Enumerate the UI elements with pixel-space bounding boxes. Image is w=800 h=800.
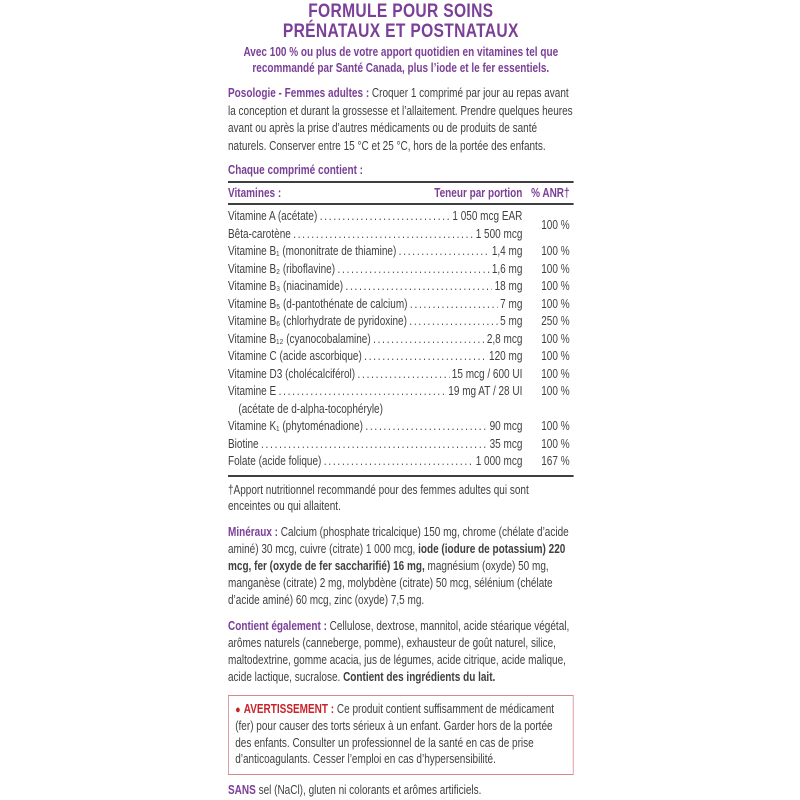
nutrient-pct: 100 % — [541, 279, 570, 293]
nutrient-pct: 100 % — [541, 436, 570, 451]
nutrient-name: Vitamine C (acide ascorbique) — [228, 349, 362, 363]
nutrient-amount: 7 mg — [500, 296, 523, 311]
row-content — [228, 453, 522, 471]
row-line — [228, 226, 522, 244]
nutrient-amount: 1 500 mcg — [475, 226, 523, 241]
warning-text: Ce produit contient suffisamment de médicament (fer) pour causer des torts sérieux à un enfant. Garder hors de la portée des enfants. Consulter un professionnel de la santé en cas de prise d’anticoagulants. Cesser l’emploi en cas d’hypersensibilité. — [235, 701, 555, 766]
dosage-paragraph — [228, 85, 574, 155]
nutrient-name: Folate (acide folique) — [228, 454, 322, 468]
contains-heading: Chaque comprimé contient : — [228, 163, 364, 177]
nutrient-pct: 100 % — [541, 349, 570, 363]
table-row — [228, 383, 574, 418]
nutrient-name: Vitamine B₆ (chlorhydrate de pyridoxine) — [228, 314, 407, 328]
free-from-line — [228, 782, 574, 798]
column-header-pct: % ANR† — [531, 186, 570, 200]
row-content — [228, 348, 522, 366]
dosage-label: Posologie - Femmes adultes : — [228, 86, 370, 100]
row-line — [228, 383, 522, 401]
table-row — [228, 348, 574, 366]
dot-leader — [410, 296, 498, 314]
text-segment: Cellulose, dextrose, mannitol, acide stéarique végétal, arômes naturels (canneberge, pomme), exhausteur de goût naturel, silice, maltodextrine, gomme acacia, jus de légumes, acide citrique, acide malique, acide lactique, sucralose. — [228, 618, 570, 684]
also-contains-paragraph — [228, 618, 574, 686]
nutrient-name: Bêta-carotène — [228, 226, 291, 241]
row-line — [228, 243, 522, 261]
subtitle — [228, 45, 574, 76]
warning-label: AVERTISSEMENT : — [243, 701, 335, 716]
nutrient-amount: 15 mcg / 600 UI — [451, 366, 523, 381]
minerals-label: Minéraux : — [228, 524, 279, 539]
row-content — [228, 296, 522, 314]
dot-leader — [373, 331, 484, 349]
dot-leader — [337, 261, 489, 279]
nutrient-pct: 100 % — [541, 384, 570, 398]
nutrient-pct: 100 % — [541, 296, 570, 311]
subtitle-line-2: recommandé par Santé Canada, plus l’iode et le fer essentiels. — [252, 60, 550, 75]
nutrient-amount: 120 mg — [489, 349, 523, 363]
nutrient-name: Vitamine B₁ (mononitrate de thiamine) — [228, 244, 397, 258]
table-row — [228, 278, 574, 296]
table-row — [228, 453, 574, 471]
row-content — [228, 261, 522, 279]
nutrient-name: Vitamine B₁₂ (cyanocobalamine) — [228, 331, 371, 346]
nutrient-amount: 19 mg AT / 28 UI — [448, 384, 523, 398]
nutrient-amount: 18 mg — [494, 279, 523, 293]
nutrient-name: Vitamine B₂ (riboflavine) — [228, 261, 336, 276]
row-content — [228, 208, 522, 243]
row-content — [228, 331, 522, 349]
nutrient-name: Vitamine K₁ (phytoménadione) — [228, 419, 363, 433]
nutrient-pct: 100 % — [541, 217, 570, 232]
page-title — [228, 2, 574, 41]
nutrient-pct: 100 % — [541, 366, 570, 381]
nutrient-amount: 35 mcg — [489, 436, 523, 451]
row-line — [228, 278, 522, 296]
nutrient-amount: 90 mcg — [489, 419, 523, 433]
nutrient-pct: 100 % — [541, 331, 570, 346]
nutrient-amount: 1,4 mg — [491, 244, 523, 258]
row-content — [228, 383, 522, 418]
title-line-1: FORMULE POUR SOINS — [308, 0, 494, 22]
text-segment: magnésium (oxyde) 50 mg, manganèse (citrate) 2 mg, molybdène (citrate) 50 mcg, sélénium (chélate d’acide aminé) 60 mcg, zinc (oxyde) 7,5 mg. — [228, 558, 553, 607]
nutrient-name: Vitamine A (acétate) — [228, 209, 318, 223]
nutrient-note: (acétate de d-alpha-tocophéryle) — [238, 401, 383, 416]
column-header-amount: Teneur par portion — [434, 186, 523, 200]
vitamins-table-header — [228, 183, 574, 205]
table-row — [228, 366, 574, 384]
row-line — [228, 261, 522, 279]
row-line — [228, 313, 522, 331]
table-row — [228, 436, 574, 454]
free-from-label: SANS — [228, 782, 256, 797]
dot-leader — [399, 243, 490, 261]
dot-leader — [364, 348, 486, 366]
text-segment: Contient des ingrédients du lait. — [343, 669, 496, 684]
nutrient-name: Biotine — [228, 436, 259, 451]
dot-leader — [358, 366, 450, 384]
vitamins-table — [228, 181, 574, 477]
row-content — [228, 313, 522, 331]
nutrient-amount: 1 050 mcg EAR — [452, 209, 523, 223]
dot-leader — [293, 226, 473, 244]
nutrient-name: Vitamine E — [228, 384, 277, 398]
title-line-2: PRÉNATAUX ET POSTNATAUX — [282, 19, 519, 42]
vitamins-table-rows — [228, 205, 574, 477]
anr-footnote: †Apport nutritionnel recommandé pour des femmes adultes qui sont enceintes ou qui allaitent. — [228, 482, 529, 513]
nutrient-amount: 1,6 mg — [491, 261, 523, 276]
dot-leader — [324, 453, 474, 471]
nutrient-pct: 250 % — [541, 314, 570, 328]
dot-leader — [345, 278, 492, 296]
free-from-text: sel (NaCl), gluten ni colorants et arômes artificiels. — [255, 782, 482, 797]
table-row — [228, 313, 574, 331]
nutrient-pct: 167 % — [541, 454, 570, 468]
dot-leader — [279, 383, 446, 401]
row-line — [228, 366, 522, 384]
table-row — [228, 331, 574, 349]
column-header-nutrient: Vitamines : — [228, 186, 282, 200]
minerals-text — [228, 525, 569, 607]
nutrient-pct: 100 % — [541, 419, 570, 433]
nutrient-amount: 1 000 mcg — [475, 454, 523, 468]
dot-leader — [320, 208, 450, 226]
nutrient-name: Vitamine B₅ (d-pantothénate de calcium) — [228, 296, 408, 311]
nutrient-amount: 5 mg — [500, 314, 523, 328]
nutrient-name: Vitamine B₃ (niacinamide) — [228, 279, 344, 293]
dot-leader — [261, 436, 487, 454]
text-segment: iode (iodure de potassium) 220 mcg, fer (oxyde de fer saccharifié) 16 mg, — [228, 541, 566, 573]
dot-leader — [365, 418, 487, 436]
table-row — [228, 418, 574, 436]
dosage-text: Croquer 1 comprimé par jour au repas avant la conception et durant la grossesse et l’allaitement. Prendre quelques heures avant ou après la prise d’autres médicaments ou de produits de santé naturels. Conserver entre 15 °C et 25 °C, hors de la portée des enfants. — [228, 86, 573, 153]
row-content — [228, 418, 522, 436]
row-content — [228, 436, 522, 454]
table-row-group — [228, 208, 574, 243]
table-row — [228, 296, 574, 314]
row-line — [228, 453, 522, 471]
row-line — [228, 208, 522, 226]
row-line — [228, 418, 522, 436]
nutrient-pct: 100 % — [541, 244, 570, 258]
row-line — [228, 296, 522, 314]
nutrient-name: Vitamine D3 (cholécalciférol) — [228, 366, 356, 381]
nutrient-amount: 2,8 mcg — [486, 331, 523, 346]
subtitle-line-1: Avec 100 % ou plus de votre apport quotidien en vitamines tel que — [243, 45, 559, 59]
row-line — [228, 348, 522, 366]
also-contains-label: Contient également : — [228, 618, 327, 633]
nutrient-pct: 100 % — [541, 261, 570, 276]
text-segment: Calcium (phosphate tricalcique) 150 mg, chrome (chélate d’acide aminé) 30 mcg, cuivre (citrate) 1 000 mcg, — [228, 524, 569, 556]
row-content — [228, 366, 522, 384]
minerals-paragraph — [228, 524, 574, 609]
dot-leader — [409, 313, 497, 331]
table-row — [228, 261, 574, 279]
row-line — [228, 331, 522, 349]
warning-box — [228, 695, 574, 775]
row-content — [228, 243, 522, 261]
row-line — [228, 436, 522, 454]
supplement-label-sheet — [228, 2, 574, 798]
warning-bullet-icon: ● — [235, 703, 241, 716]
row-content — [228, 278, 522, 296]
table-row — [228, 243, 574, 261]
